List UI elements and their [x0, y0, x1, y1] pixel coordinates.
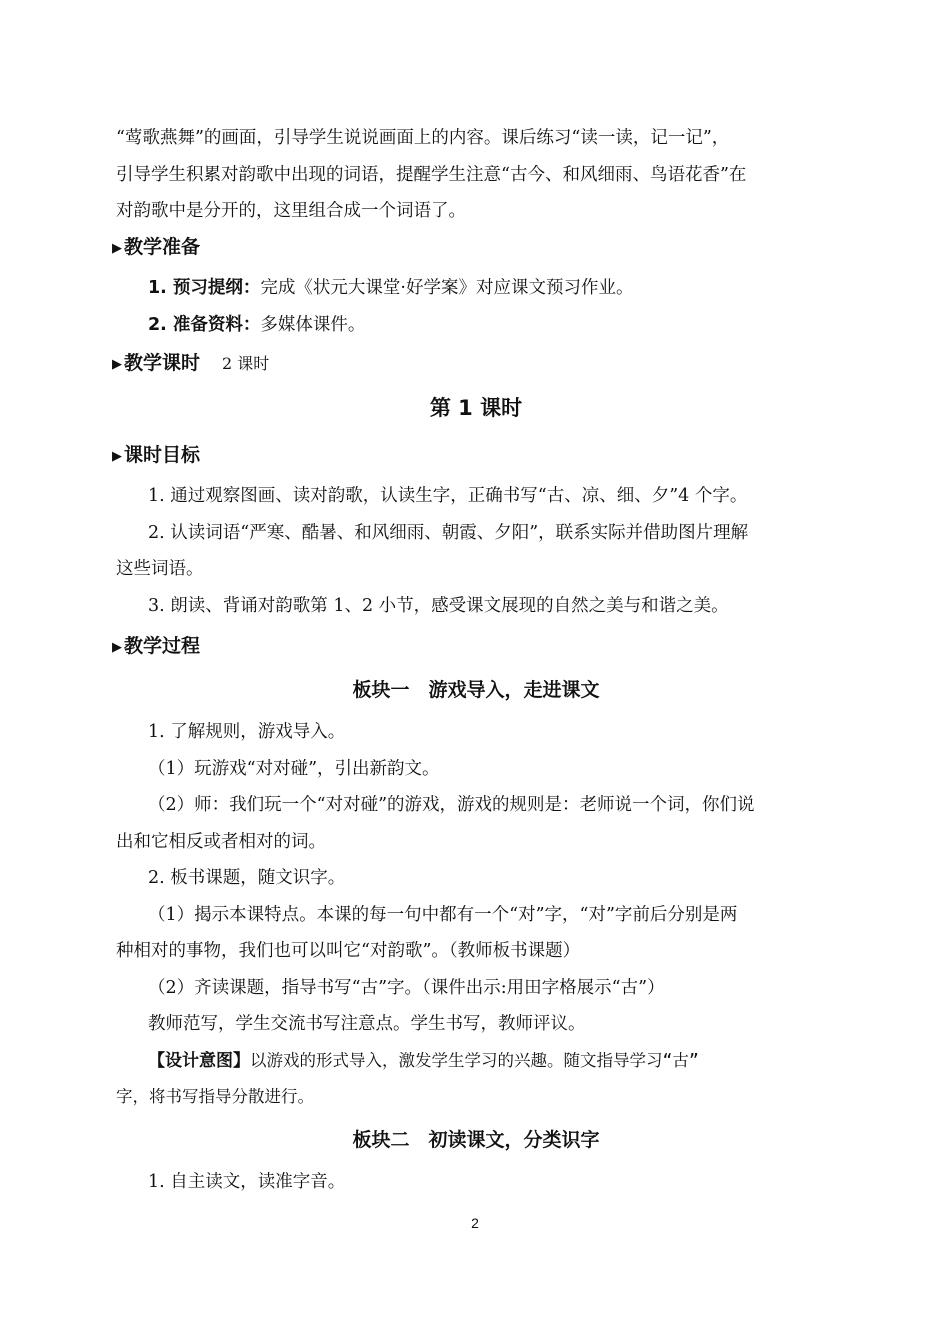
process-line-q1: 1. 自主读文，读准字音。: [148, 1172, 346, 1192]
lesson-title: 第 1 课时: [429, 396, 523, 420]
section-heading-process: [112, 632, 200, 663]
prep-item-1-text: 完成《状元大课堂·好学案》对应课文预习作业。: [260, 278, 634, 298]
process-line-5a: （1）揭示本课特点。本课的每一句中都有一个“对”字，“对”字前后分别是两: [148, 905, 738, 925]
triangle-bullet-icon: ▶: [112, 357, 122, 372]
triangle-bullet-icon: ▶: [112, 241, 122, 256]
heading-text: 教学过程: [124, 635, 201, 657]
goal-1: 1. 通过观察图画、读对韵歌，认读生字，正确书写“古、凉、细、夕”4 个字。: [148, 486, 748, 506]
hours-value: 2 课时: [222, 354, 270, 373]
process-line-3a: （2）师：我们玩一个“对对碰”的游戏，游戏的规则是：老师说一个词，你们说: [148, 795, 755, 815]
heading-text: 教学课时: [124, 352, 201, 374]
block-1-title: 板块一 游戏导入，走进课文: [352, 679, 600, 701]
process-line-4: 2. 板书课题，随文识字。: [148, 868, 346, 888]
section-heading-prep: [112, 233, 200, 264]
triangle-bullet-icon: ▶: [112, 640, 122, 655]
design-intent-line-1: [148, 1048, 838, 1074]
prep-item-2-text: 多媒体课件。: [260, 315, 366, 335]
intro-line-3: 对韵歌中是分开的，这里组合成一个词语了。: [116, 201, 466, 221]
prep-item-1-label: 1. 预习提纲：: [148, 278, 261, 298]
process-line-1: 1. 了解规则，游戏导入。: [148, 722, 346, 742]
goal-2-line-1: 2. 认读词语“严寒、酷暑、和风细雨、朝霞、夕阳”，联系实际并借助图片理解: [148, 523, 749, 543]
process-line-7: 教师范写，学生交流书写注意点。学生书写，教师评议。: [148, 1014, 586, 1034]
section-heading-hours: [112, 349, 269, 380]
design-intent-text: 以游戏的形式导入，激发学生学习的兴趣。随文指导学习“古”: [250, 1051, 699, 1070]
block-2-title: 板块二 初读课文，分类识字: [352, 1129, 600, 1151]
process-line-3b: 出和它相反或者相对的词。: [116, 832, 326, 852]
prep-item-2: [148, 312, 838, 338]
process-line-6: （2）齐读课题，指导书写“古”字。（课件出示:用田字格展示“古”）: [148, 978, 665, 998]
triangle-bullet-icon: ▶: [112, 449, 122, 464]
prep-item-1: [148, 275, 838, 301]
design-intent-line-2: 字，将书写指导分散进行。: [116, 1087, 314, 1106]
prep-item-2-label: 2. 准备资料：: [148, 315, 261, 335]
process-line-5b: 种相对的事物，我们也可以叫它“对韵歌”。（教师板书课题）: [116, 941, 581, 961]
intro-line-2: 引导学生积累对韵歌中出现的词语，提醒学生注意“古今、和风细雨、鸟语花香”在: [116, 165, 747, 185]
intro-line-1: “莺歌燕舞”的画面，引导学生说说画面上的内容。课后练习“读一读，记一记”，: [116, 128, 730, 148]
heading-text: 教学准备: [124, 236, 201, 258]
section-heading-goals: [112, 441, 200, 472]
design-intent-label: 【设计意图】: [148, 1051, 250, 1071]
page-number: 2: [471, 1215, 479, 1231]
process-line-2: （1）玩游戏“对对碰”，引出新韵文。: [148, 759, 440, 779]
goal-2-line-2: 这些词语。: [116, 559, 204, 579]
goal-3: 3. 朗读、背诵对韵歌第 1、2 小节，感受课文展现的自然之美与和谐之美。: [148, 596, 729, 616]
heading-text: 课时目标: [124, 444, 201, 466]
